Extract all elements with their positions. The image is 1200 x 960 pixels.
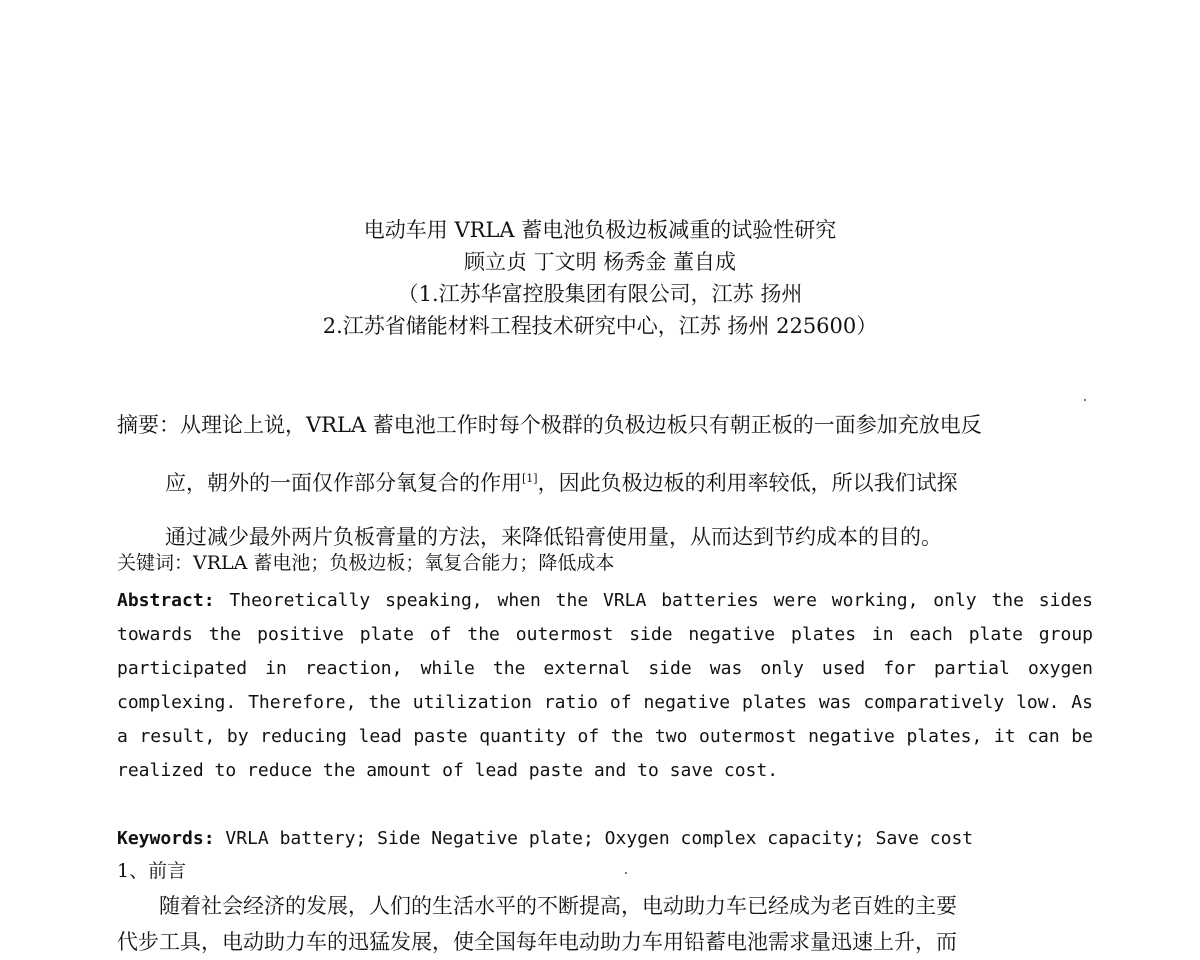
abstract-cn-line-2-a: 应，朝外的一面仅作部分氧复合的作用 bbox=[165, 471, 522, 495]
abstract-cn bbox=[117, 398, 1097, 564]
keywords-en-text: VRLA battery; Side Negative plate; Oxygen complex capacity; Save cost bbox=[225, 828, 974, 849]
keywords-en bbox=[117, 822, 1097, 856]
abstract-cn-line-2-b: ，因此负极边板的利用率较低，所以我们试探 bbox=[537, 471, 958, 495]
scan-speck bbox=[625, 872, 627, 874]
authors: 顾立贞 丁文明 杨秀金 董自成 bbox=[463, 250, 737, 274]
abstract-cn-line-3: 通过减少最外两片负板膏量的方法，来降低铅膏使用量，从而达到节约成本的目的。 bbox=[165, 525, 942, 549]
affiliation-2: 2.江苏省储能材料工程技术研究中心，江苏 扬州 225600） bbox=[322, 314, 878, 338]
keywords-en-label: Keywords: bbox=[117, 828, 215, 849]
section-body-line-1: 随着社会经济的发展，人们的生活水平的不断提高，电动助力车已经成为老百姓的主要 bbox=[159, 894, 957, 918]
affiliation-1: （1.江苏华富控股集团有限公司，江苏 扬州 bbox=[397, 282, 803, 306]
keywords-cn: 关键词：VRLA 蓄电池；负极边板；氧复合能力；降低成本 bbox=[117, 552, 615, 574]
abstract-en-label: Abstract: bbox=[117, 590, 215, 611]
section-heading: 1、前言 bbox=[117, 860, 187, 882]
scan-speck bbox=[1084, 399, 1086, 401]
abstract-cn-line-2 bbox=[117, 452, 1097, 510]
abstract-en bbox=[117, 584, 1093, 788]
paper-title: 电动车用 VRLA 蓄电池负极边板减重的试验性研究 bbox=[363, 218, 837, 242]
title-block bbox=[0, 214, 1200, 342]
section-body bbox=[117, 888, 1093, 960]
abstract-cn-line-1: 摘要：从理论上说，VRLA 蓄电池工作时每个极群的负极边板只有朝正板的一面参加充放电反 bbox=[117, 413, 982, 437]
abstract-en-text: Theoretically speaking, when the VRLA batteries were working, only the sides towards the positive plate of the outermost side negative plates in each plate group participated in reaction, while the external side was only used for partial oxygen complexing. Therefore, the utilization ratio of negative plates was comparatively low. As a result, by reducing lead paste quantity of the two outermost negative plates, it can be realized to reduce the amount of lead paste and to save cost. bbox=[117, 590, 1093, 781]
section-body-line-2: 代步工具，电动助力车的迅猛发展，使全国每年电动助力车用铅蓄电池需求量迅速上升，而 bbox=[117, 930, 957, 954]
citation-ref: [1] bbox=[522, 472, 538, 485]
